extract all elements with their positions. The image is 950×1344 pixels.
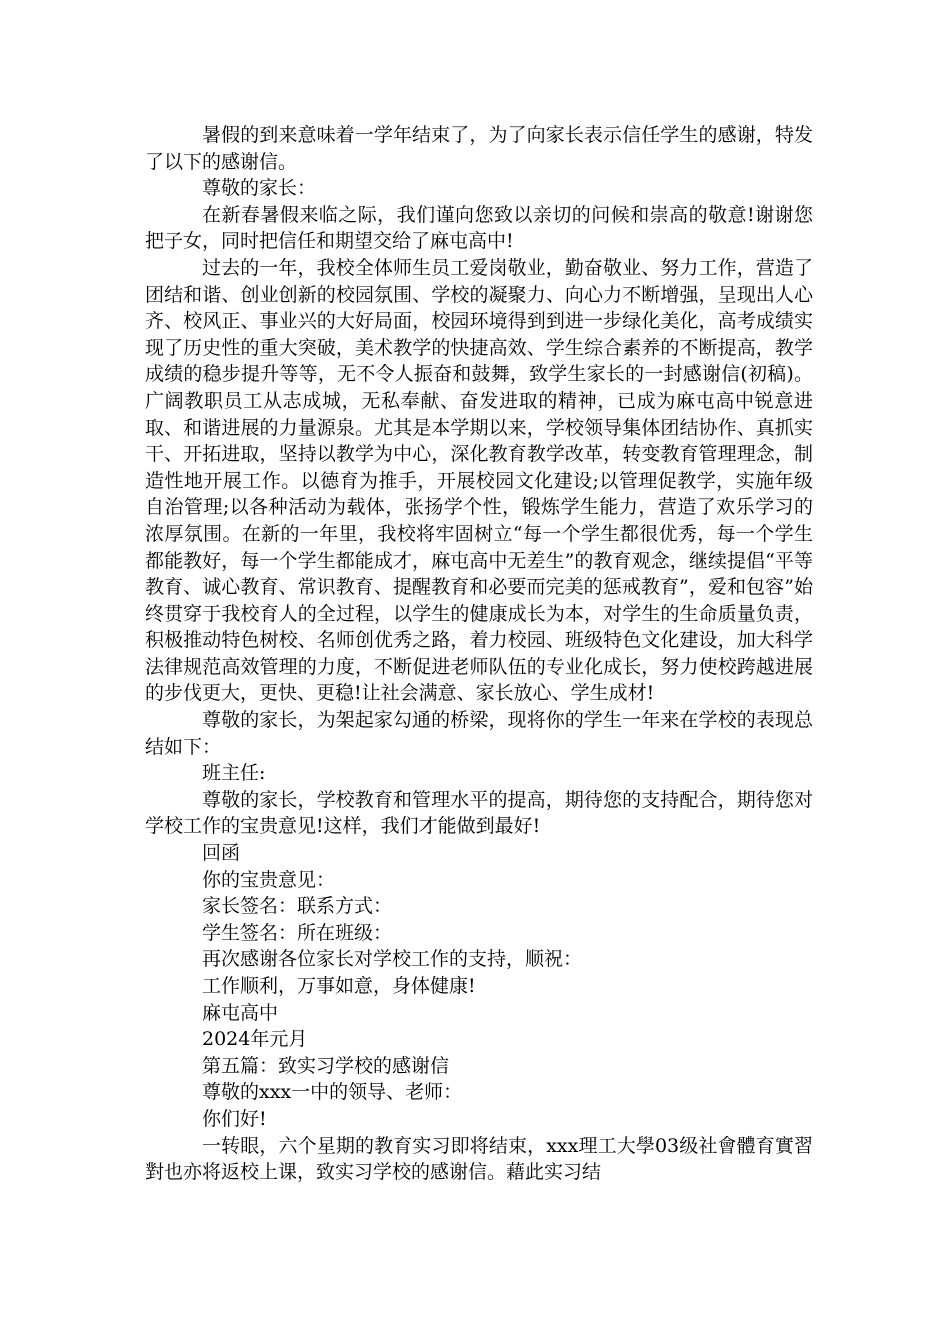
support-paragraph: 尊敬的家长，学校教育和管理水平的提高，期待您的支持配合，期待您对学校工作的宝贵意见!这样，我们才能做到最好! (145, 788, 813, 838)
reply-heading: 回函 (202, 842, 241, 865)
salutation: 尊敬的家长： (202, 177, 317, 200)
summary-paragraph: 尊敬的家长，为架起家勾通的桥梁，现将你的学生一年来在学校的表现总结如下： (145, 709, 813, 758)
wishes-line: 工作顺利，万事如意，身体健康! (202, 975, 476, 997)
thanks-line: 再次感谢各位家长对学校工作的支持，顺祝： (202, 948, 583, 971)
intro-paragraph: 暑假的到来意味着一学年结束了，为了向家长表示信任学生的感谢，特发了以下的感谢信。 (145, 124, 813, 173)
head-teacher-line: 班主任: (202, 762, 266, 785)
internship-paragraph: 一转眼，六个星期的教育实习即将结束，xxx理工大學03级社會體育實習對也亦将返校上课，致实习学校的感谢信。藉此实习结 (145, 1134, 813, 1184)
parent-signature-line: 家长签名：联系方式： (202, 895, 393, 918)
hello-line: 你们好! (202, 1107, 267, 1130)
opinion-line: 你的宝贵意见： (202, 868, 336, 891)
review-paragraph: 过去的一年，我校全体师生员工爱岗敬业，勤奋敬业、努力工作，营造了团结和谐、创业创新的校园氛围、学校的凝聚力、向心力不断增强，呈现出人心齐、校风正、事业兴的大好局面，校园环境得到到进一步绿化美化，高考成绩实现了历史性的重大突破，美术教学的快捷高效、学生综合素养的不断提高，教学成绩的稳步提升等等，无不令人振奋和鼓舞，致学生家长的一封感谢信(初稿)。广阔教职员工从志成城，无私奉献、奋发进取的精神，已成为麻屯高中锐意进取、和谐进展的力量源泉。尤其是本学期以来，学校领导集体团结协作、真抓实干、开拓进取，坚持以教学为中心，深化教育教学改革，转变教育管理理念，制造性地开展工作。以德育为推手，开展校园文化建设;以管理促教学，实施年级自治管理;以各种活动为载体，张扬学个性，锻炼学生能力，营造了欢乐学习的浓厚氛围。在新的一年里，我校将牢固树立“每一个学生都很优秀，每一个学生都能教好，每一个学生都能成才，麻屯高中无差生”的教育观念，继续提倡“平等教育、诚心教育、常识教育、提醒教育和必要而完美的惩戒教育”，爱和包容”始终贯穿于我校育人的全过程，以学生的健康成长为本，对学生的生命质量负责，积极推动特色树校、名师创优秀之路，着力校园、班级特色文化建设，加大科学法律规范高效管理的力度，不断促进老师队伍的专业化成长，努力使校跨越进展的步伐更大，更快、更稳!让社会满意、家长放心、学生成材! (145, 256, 813, 705)
section-heading: 第五篇：致实习学校的感谢信 (202, 1054, 450, 1077)
date-line: 2024年元月 (202, 1028, 308, 1051)
greeting-paragraph: 在新春暑假来临之际，我们谨向您致以亲切的问候和崇高的敬意!谢谢您把子女，同时把信任和期望交给了麻屯高中! (145, 203, 813, 253)
document-page (145, 122, 813, 1186)
student-signature-line: 学生签名：所在班级： (202, 921, 393, 944)
school-signature: 麻屯高中 (202, 1001, 279, 1024)
letter-salutation: 尊敬的xxx一中的领导、老师： (202, 1081, 463, 1104)
